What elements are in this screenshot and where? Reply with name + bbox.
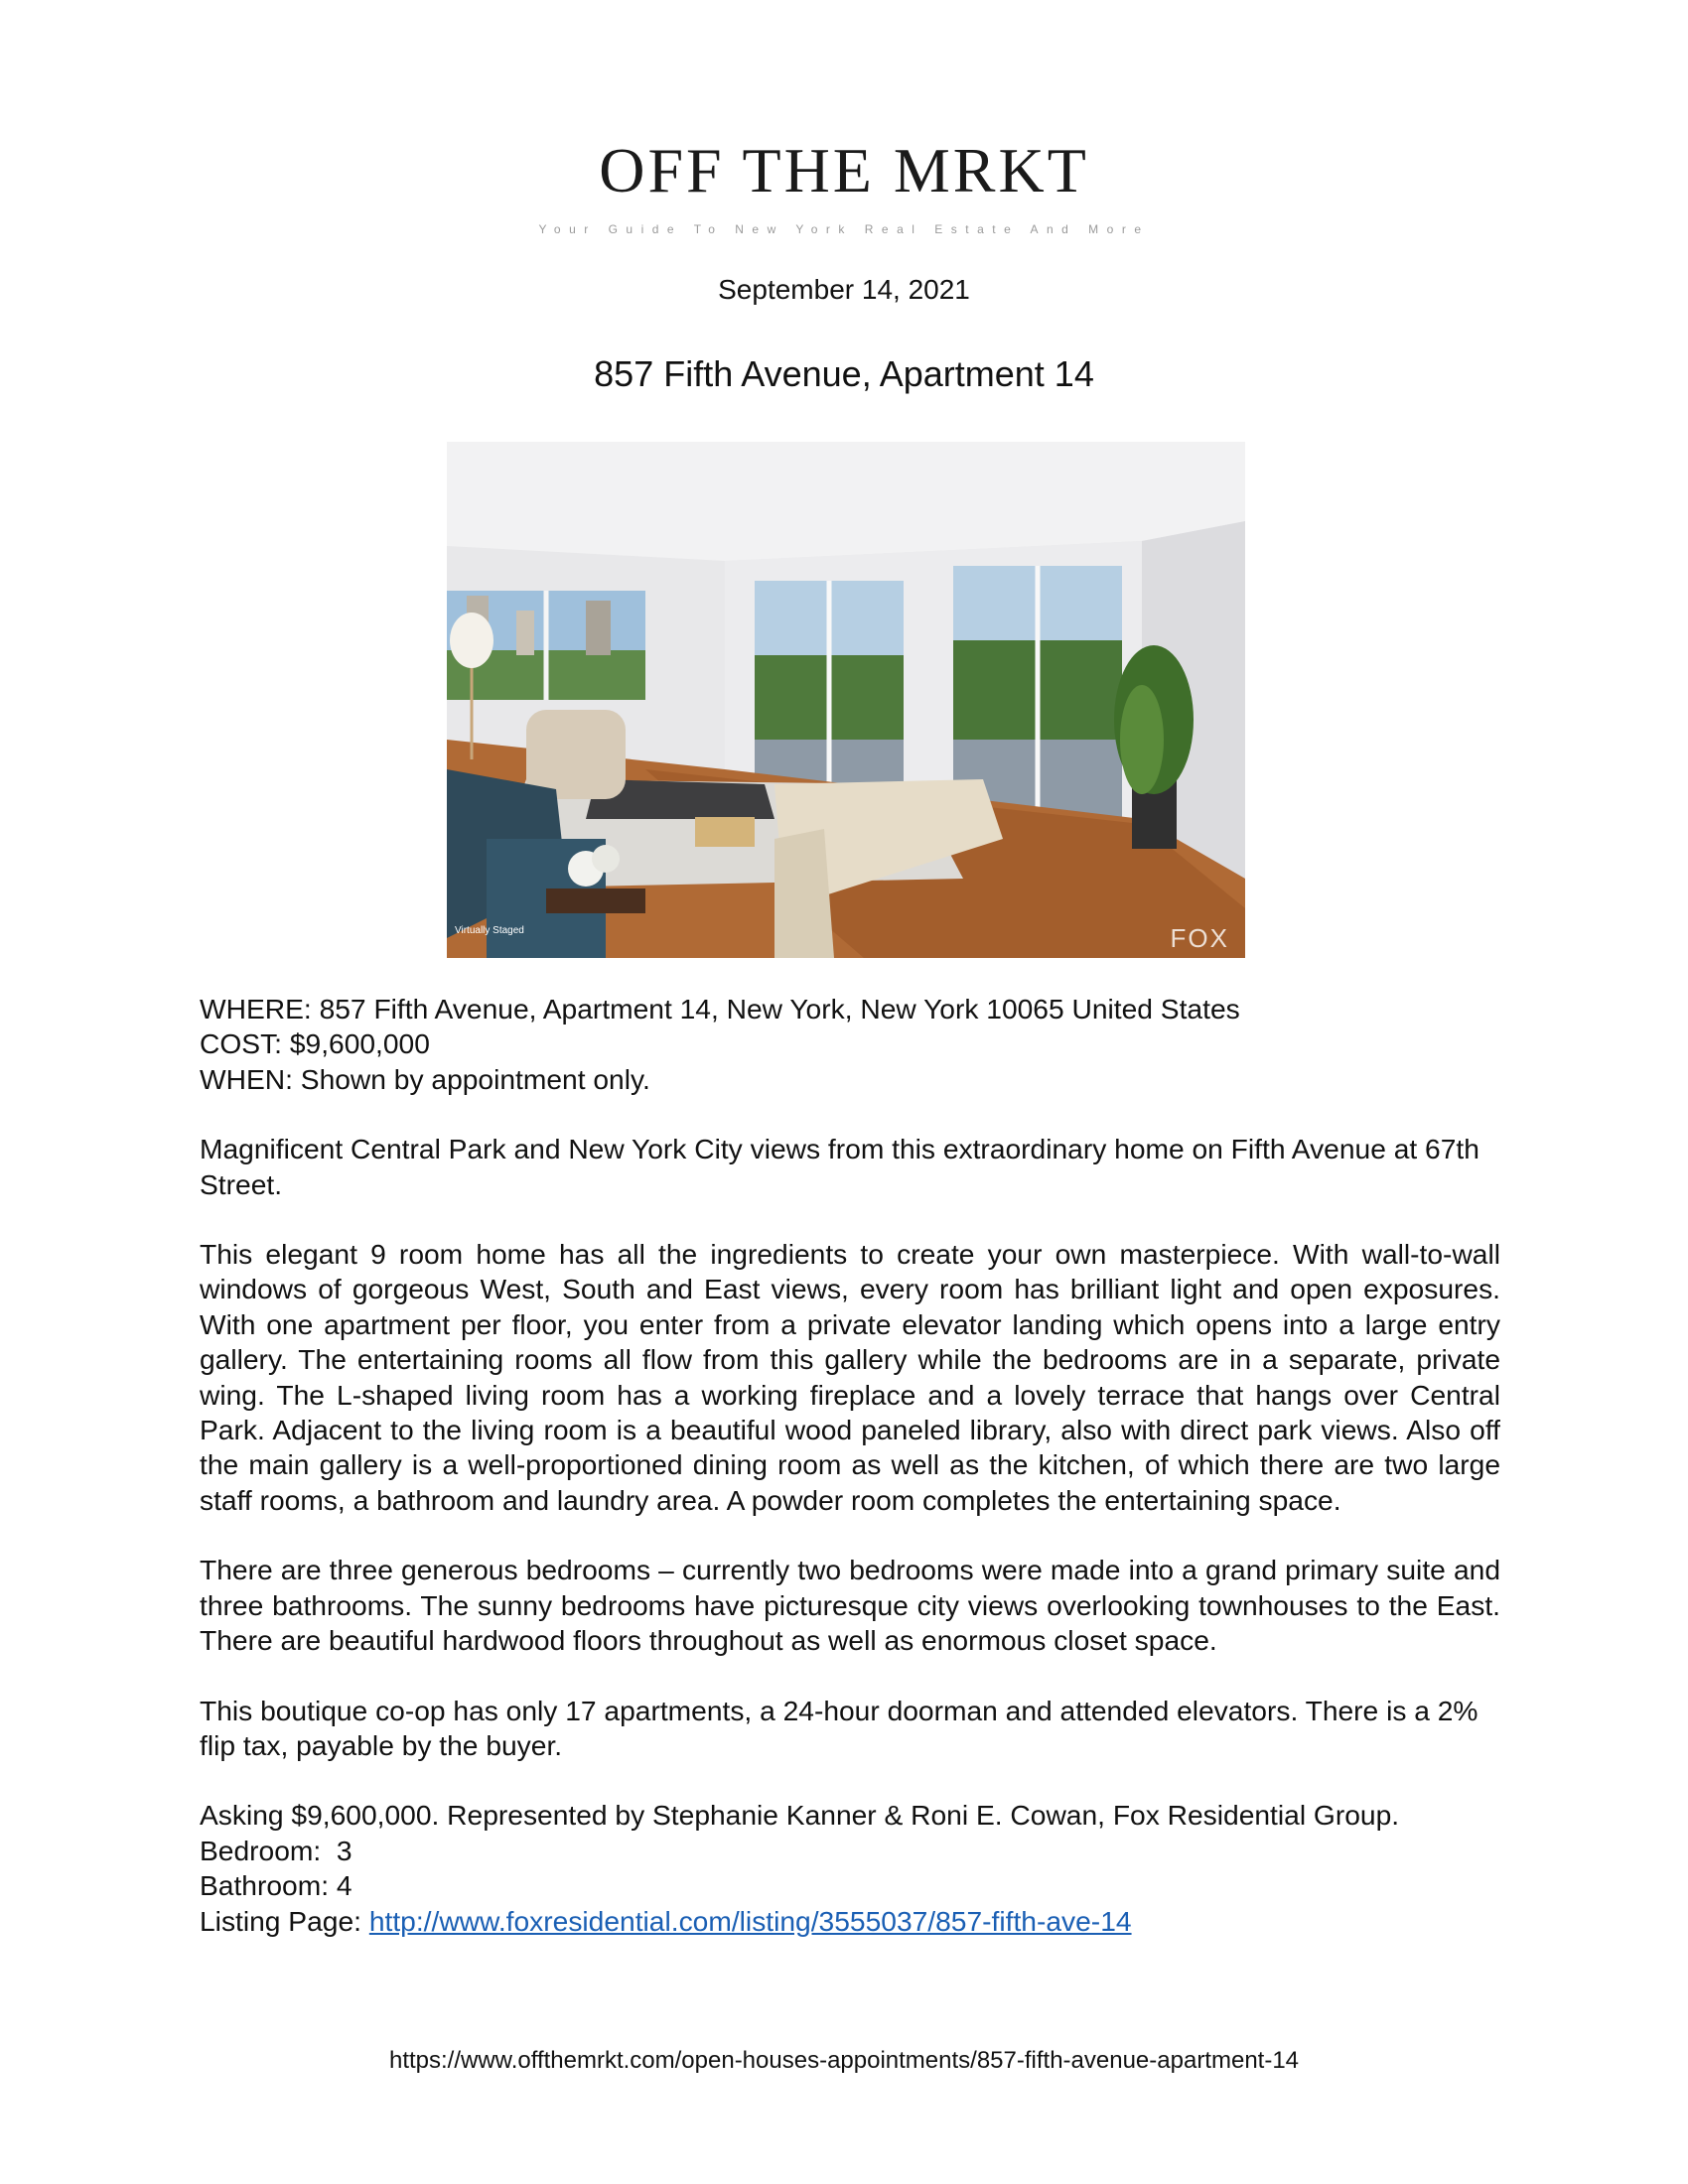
brand-logo: OFF THE MRKT — [599, 135, 1089, 205]
paragraph-description: This elegant 9 room home has all the ingredients to create your own masterpiece. With wall-to-wall windows of gorgeous West, South and East views, every room has brilliant light and open exposures. With one apartment per floor, you enter from a private elevator landing which opens into a large entry gallery. The entertaining rooms all flow from this gallery while the bedrooms are in a separate, private wing. The L-shaped living room has a working fireplace and a lovely terrace that hangs over Central Park. Adjacent to the living room is a beautiful wood paneled library, also with direct park views. Also off the main gallery is a well-proportioned dining room as well as the kitchen, of which there are two large staff rooms, a bathroom and laundry area. A powder room completes the entertaining space. — [200, 1238, 1500, 1516]
summary-listing — [200, 1904, 1500, 1939]
detail-where: WHERE: 857 Fifth Avenue, Apartment 14, New York, New York 10065 United States — [200, 993, 1240, 1024]
paragraph-building: This boutique co-op has only 17 apartments, a 24-hour doorman and attended elevators. There is a 2% flip tax, payable by the buyer. — [200, 1694, 1478, 1761]
article-title: 857 Fifth Avenue, Apartment 14 — [594, 353, 1094, 394]
brand-tagline: Your Guide To New York Real Estate And More — [538, 222, 1150, 236]
summary-asking: Asking $9,600,000. Represented by Stephanie Kanner & Roni E. Cowan, Fox Residential Group. — [200, 1799, 1400, 1832]
listing-photo — [447, 442, 1245, 958]
summary-bathroom: Bathroom: 4 — [200, 1869, 352, 1902]
fox-watermark: FOX — [1170, 923, 1229, 953]
listing-label: Listing Page: — [200, 1904, 369, 1937]
detail-cost: COST: $9,600,000 — [200, 1027, 430, 1060]
source-url: https://www.offthemrkt.com/open-houses-appointments/857-fifth-avenue-apartment-14 — [388, 2047, 1300, 2074]
article-date: September 14, 2021 — [718, 274, 970, 305]
detail-when: WHEN: Shown by appointment only. — [200, 1062, 650, 1095]
article-body — [200, 992, 1500, 1939]
paragraph-intro: Magnificent Central Park and New York City views from this extraordinary home on Fifth Avenue at 67th Street. — [200, 1133, 1479, 1200]
masthead — [0, 135, 1688, 236]
paragraph-bedrooms: There are three generous bedrooms – currently two bedrooms were made into a grand primary suite and three bathrooms. The sunny bedrooms have picturesque city views overlooking townhouses to the East. There are beautiful hardwood floors throughout as well as enormous closet space. — [200, 1554, 1500, 1657]
virtually-staged-label: Virtually Staged — [455, 925, 524, 936]
summary-bedroom: Bedroom: 3 — [200, 1834, 352, 1866]
listing-link[interactable]: http://www.foxresidential.com/listing/3555037/857-fifth-ave-14 — [368, 1904, 1132, 1937]
